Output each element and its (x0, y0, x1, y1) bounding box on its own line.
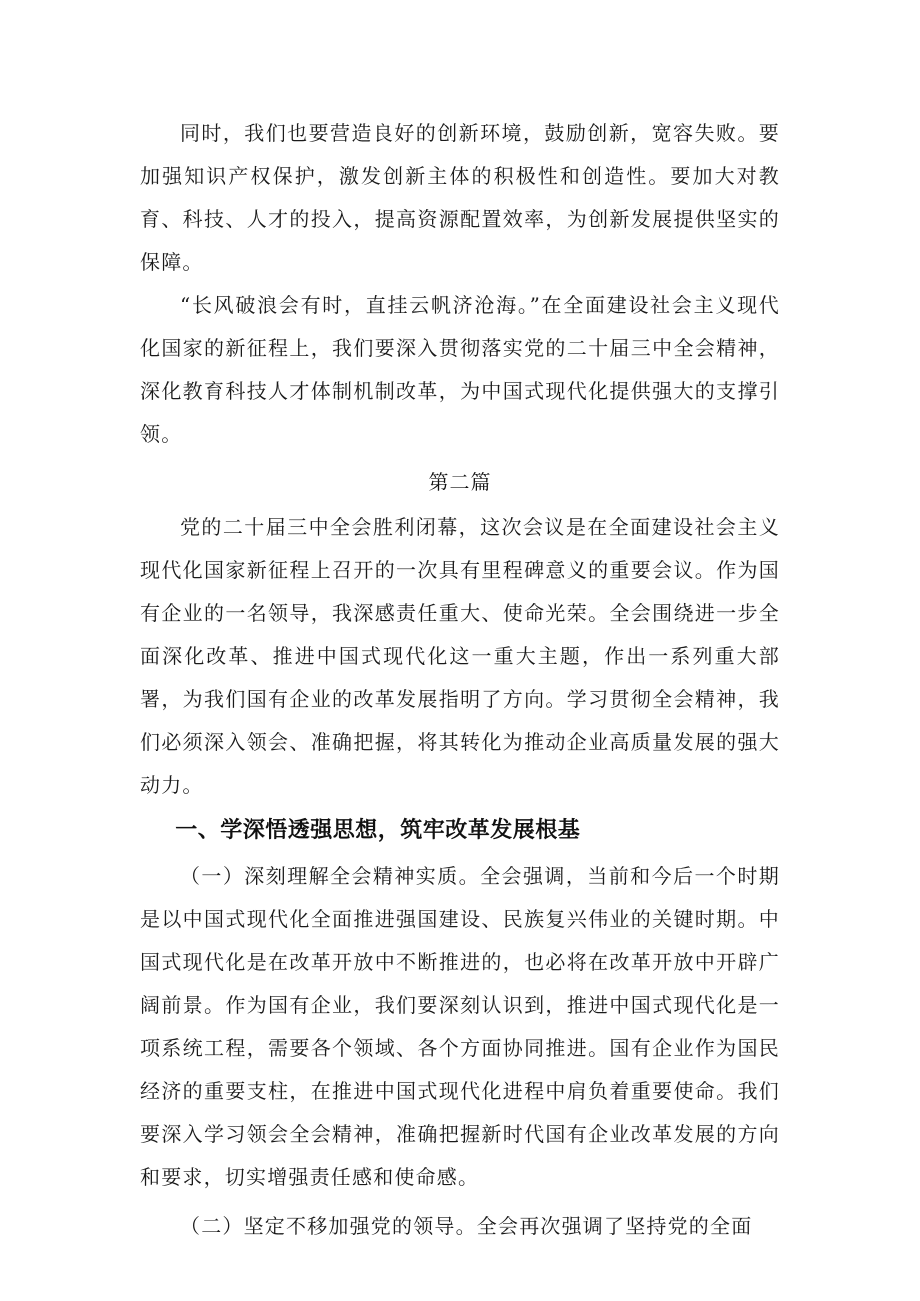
heading-level-1: 一、学深悟透强思想，筑牢改革发展根基 (175, 818, 581, 843)
paragraph-innovation-environment: 同时，我们也要营造良好的创新环境，鼓励创新，宽容失败。要加强知识产权保护，激发创新主体的积极性和创造性。要加大对教育、科技、人才的投入，提高资源配置效率，为创新发展提供坚实的保障。 (140, 121, 780, 274)
paragraph-subpoint-1: （一）深刻理解全会精神实质。全会强调，当前和今后一个时期是以中国式现代化全面推进强国建设、民族复兴伟业的关键时期。中国式现代化是在改革开放中不断推进的，也必将在改革开放中开辟广阔前景。作为国有企业，我们要深刻认识到，推进中国式现代化是一项系统工程，需要各个领域、各个方面协同推进。国有企业作为国民经济的重要支柱，在推进中国式现代化进程中肩负着重要使命。我们要深入学习领会全会精神，准确把握新时代国有企业改革发展的方向和要求，切实增强责任感和使命感。 (140, 864, 780, 1189)
paragraph-long-wind-quote: “长风破浪会有时，直挂云帆济沧海。”在全面建设社会主义现代化国家的新征程上，我们要深入贯彻落实党的二十届三中全会精神，深化教育科技人才体制机制改革，为中国式现代化提供强大的支撑引领。 (140, 293, 780, 446)
document-body (140, 112, 780, 1248)
paragraph-subpoint-2: （二）坚定不移加强党的领导。全会再次强调了坚持党的全面 (180, 1214, 753, 1238)
section-title: 第二篇 (428, 470, 492, 494)
paragraph-plenum-closing: 党的二十届三中全会胜利闭幕，这次会议是在全面建设社会主义现代化国家新征程上召开的一次具有里程碑意义的重要会议。作为国有企业的一名领导，我深感责任重大、使命光荣。全会围绕进一步全面深化改革、推进中国式现代化这一重大主题，作出一系列重大部署，为我们国有企业的改革发展指明了方向。学习贯彻全会精神，我们必须深入领会、准确把握，将其转化为推动企业高质量发展的强大动力。 (140, 515, 780, 797)
